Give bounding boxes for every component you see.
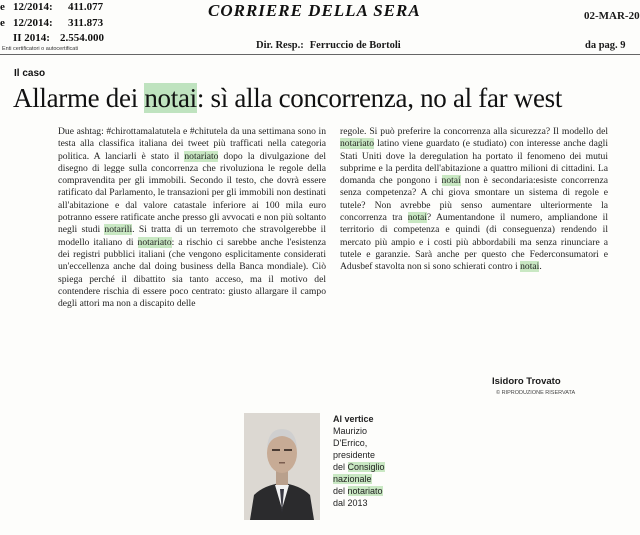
stat-label: e: [0, 17, 5, 29]
article-headline: [13, 83, 562, 113]
certified-note: Enti certificatori o autocertificati: [2, 46, 79, 52]
portrait-photo: [244, 413, 320, 520]
text-run: regole. Si può preferire la concorrenza alla sicurezza? Il modello del: [340, 126, 608, 137]
article-column-1: [58, 126, 326, 310]
highlighted-term: notariato: [347, 486, 383, 496]
caption-line: [333, 485, 385, 497]
rights-notice: © RIPRODUZIONE RISERVATA: [496, 390, 576, 396]
highlighted-term: notarili: [104, 224, 133, 236]
stat-label: e: [0, 1, 5, 13]
column-paragraph: [340, 126, 608, 274]
stat-period: 12/2014:: [13, 1, 53, 13]
text-run: ? Aumentandone il numero, ampliandone il territorio di competenza e quindi (di conseguenza) rendendo il mercato più ampio e i costi più abbordabili ma senza rinunciare a tutele e garanzie. Sarà anche per questo che Federconsumatori e Adusbef stavolta non si sono schierati contro i: [340, 212, 608, 273]
headline-highlight: notai: [144, 83, 197, 113]
issue-date: 02-MAR-20: [584, 10, 640, 22]
stat-value: 311.873: [68, 17, 104, 29]
highlighted-term: notariato: [137, 236, 172, 248]
text-run: dopo la divulgazione del disegno di legge sulla concorrenza che rivoluziona le regole della compravendita per gli immobili. Secondo il testo, che dovrà essere ratificato dal Parlamento, le transazioni per gli immobili non destinati all'abitazione e dal valore catastale inferiore ai 100 mila euro potranno essere ratificate anche presso gli avvocati e non più soltanto negli studi: [58, 150, 326, 236]
column-paragraph: [58, 126, 326, 310]
stat-value: 411.077: [68, 1, 104, 13]
caption-line: D'Errico,: [333, 438, 368, 448]
text-run: : a rischio ci sarebbe anche l'esistenza dei registri pubblici italiani (che vengono esplicitamente considerati un'eccellenza anche dal doing business della Banca mondiale). Ciò spiega perché il dibattito sia tanto acceso, ma il motivo del contendere rischia di essere poco centrato: giusto allargare il campo degli attori ma non a discapito delle: [58, 236, 326, 310]
highlighted-term: notariato: [184, 150, 219, 162]
text-run: del: [333, 486, 348, 496]
caption-line: presidente: [333, 450, 376, 460]
headline-part: Allarme dei: [13, 83, 145, 113]
stat-period: II 2014:: [13, 32, 50, 44]
highlighted-term: Consiglio: [347, 462, 385, 472]
article-kicker: Il caso: [14, 68, 46, 79]
text-run: Due ashtag: #chirottamalatutela e #chitutela da una settimana sono in testa alla classifica italiana dei tweet più trafficati nella categoria politica. A lanciarli è stato il: [58, 126, 326, 162]
headline-part: : sì alla concorrenza, no al far west: [196, 83, 563, 113]
highlighted-term: notai: [407, 212, 427, 224]
caption-line: dal 2013: [333, 498, 368, 508]
text-run: non è secondaria:esiste concorrenza senza competenza? A chi giova smontare un sistema di regole e tutele? Non avrebbe più senso aumentare ulteriormente la concorrenza tra: [340, 175, 608, 224]
stat-value: 2.554.000: [60, 32, 104, 44]
page-reference: da pag. 9: [585, 40, 626, 51]
director-name: Ferruccio de Bortoli: [309, 40, 401, 51]
text-run: del: [333, 462, 348, 472]
highlighted-term: notai: [520, 261, 540, 273]
stat-period: 12/2014:: [13, 17, 53, 29]
text-run: latino viene guardato (e studiato) con interesse anche dagli Stati Uniti dove la deregulation ha portato il fenomeno dei mutui subprime e la perdita dell'abitazione a quattro milioni di cittadini. La domanda che pongono i: [340, 138, 608, 187]
author-byline: Isidoro Trovato: [492, 376, 561, 387]
director-label: Dir. Resp.:: [256, 40, 304, 51]
text-run: .: [539, 261, 542, 273]
highlighted-term: nazionale: [333, 474, 372, 484]
caption-line: Maurizio: [333, 426, 368, 436]
portrait-illustration: [244, 413, 320, 520]
caption-line: [333, 473, 385, 485]
newspaper-masthead: CORRIERE DELLA SERA: [208, 1, 421, 20]
highlighted-term: notariato: [340, 138, 375, 150]
caption-line: [333, 461, 385, 473]
photo-caption: [333, 413, 385, 509]
text-run: . Si tratta di un terremoto che stravolgerebbe il modello italiano di: [58, 224, 326, 248]
highlighted-term: notai: [441, 175, 461, 187]
caption-title: Al vertice: [333, 414, 374, 424]
header-divider: [0, 54, 640, 55]
article-column-2: [340, 126, 608, 274]
director-line: [256, 40, 401, 51]
